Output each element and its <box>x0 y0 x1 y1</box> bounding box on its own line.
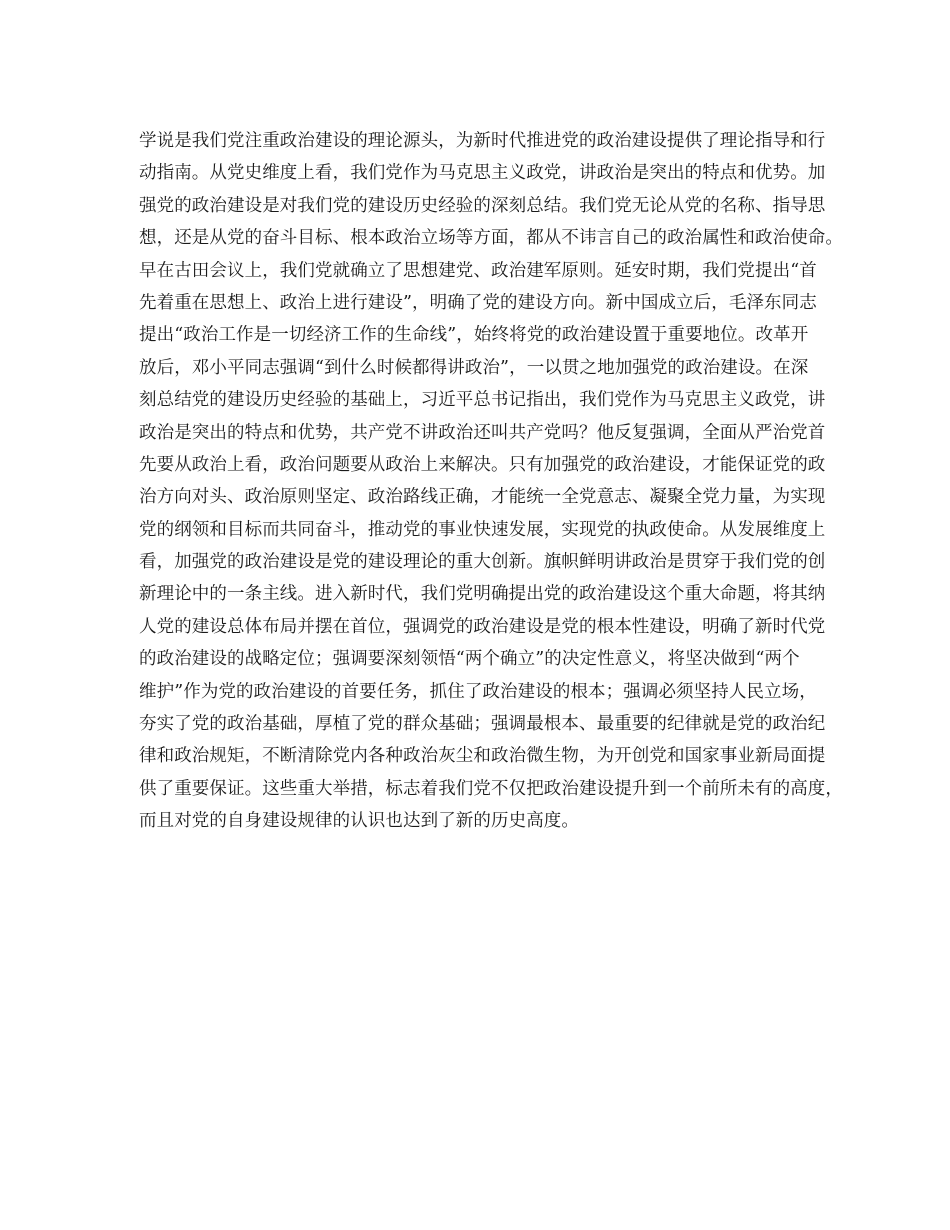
text-line: 的政治建设的战略定位；强调要深刻领悟“两个确立”的决定性意义，将坚决做到“两个 <box>139 649 800 670</box>
text-line: 夯实了党的政治基础，厚植了党的群众基础；强调最根本、最重要的纪律就是党的政治纪 <box>139 714 826 735</box>
text-line: 人党的建设总体布局并摆在首位，强调党的政治建设是党的根本性建设，明确了新时代党 <box>139 616 826 637</box>
text-line: 党的纲领和目标而共同奋斗，推动党的事业快速发展，实现党的执政使命。从发展维度上 <box>139 519 826 540</box>
text-line: 先着重在思想上、政治上进行建设”，明确了党的建设方向。新中国成立后，毛泽东同志 <box>139 292 817 313</box>
text-line: 学说是我们党注重政治建设的理论源头，为新时代推进党的政治建设提供了理论指导和行 <box>139 131 826 151</box>
text-line: 先要从政治上看，政治问题要从政治上来解决。只有加强党的政治建设，才能保证党的政 <box>139 454 826 475</box>
text-line: 强党的政治建设是对我们党的建设历史经验的深刻总结。我们党无论从党的名称、指导思 <box>139 195 826 216</box>
text-line: 想，还是从党的奋斗目标、根本政治立场等方面，都从不讳言自己的政治属性和政治使命。 <box>139 228 843 249</box>
text-line: 动指南。从党史维度上看，我们党作为马克思主义政党，讲政治是突出的特点和优势。加 <box>139 163 826 184</box>
text-line: 而且对党的自身建设规律的认识也达到了新的历史高度。 <box>139 811 579 832</box>
text-line: 新理论中的一条主线。进入新时代，我们党明确提出党的政治建设这个重大命题，将其纳 <box>139 584 826 605</box>
text-line: 供了重要保证。这些重大举措，标志着我们党不仅把政治建设提升到一个前所未有的高度， <box>139 778 843 799</box>
text-line: 治方向对头、政治原则坚定、政治路线正确，才能统一全党意志、凝聚全党力量，为实现 <box>139 487 826 508</box>
body-paragraph <box>139 125 843 838</box>
text-line: 政治是突出的特点和优势，共产党不讲政治还叫共产党吗？他反复强调，全面从严治党首 <box>139 422 826 443</box>
text-line: 刻总结党的建设历史经验的基础上，习近平总书记指出，我们党作为马克思主义政党，讲 <box>139 390 826 411</box>
text-line: 维护”作为党的政治建设的首要任务，抓住了政治建设的根本；强调必须坚持人民立场， <box>139 681 817 702</box>
text-line: 提出“政治工作是一切经济工作的生命线”，始终将党的政治建设置于重要地位。改革开 <box>139 325 809 346</box>
text-line: 看，加强党的政治建设是党的建设理论的重大创新。旗帜鲜明讲政治是贯穿于我们党的创 <box>139 552 826 573</box>
text-line: 早在古田会议上，我们党就确立了思想建党、政治建军原则。延安时期，我们党提出“首 <box>139 260 817 281</box>
text-line: 放后，邓小平同志强调“到什么时候都得讲政治”，一以贯之地加强党的政治建设。在深 <box>139 357 809 378</box>
text-line: 律和政治规矩，不断清除党内各种政治灰尘和政治微生物，为开创党和国家事业新局面提 <box>139 746 826 767</box>
